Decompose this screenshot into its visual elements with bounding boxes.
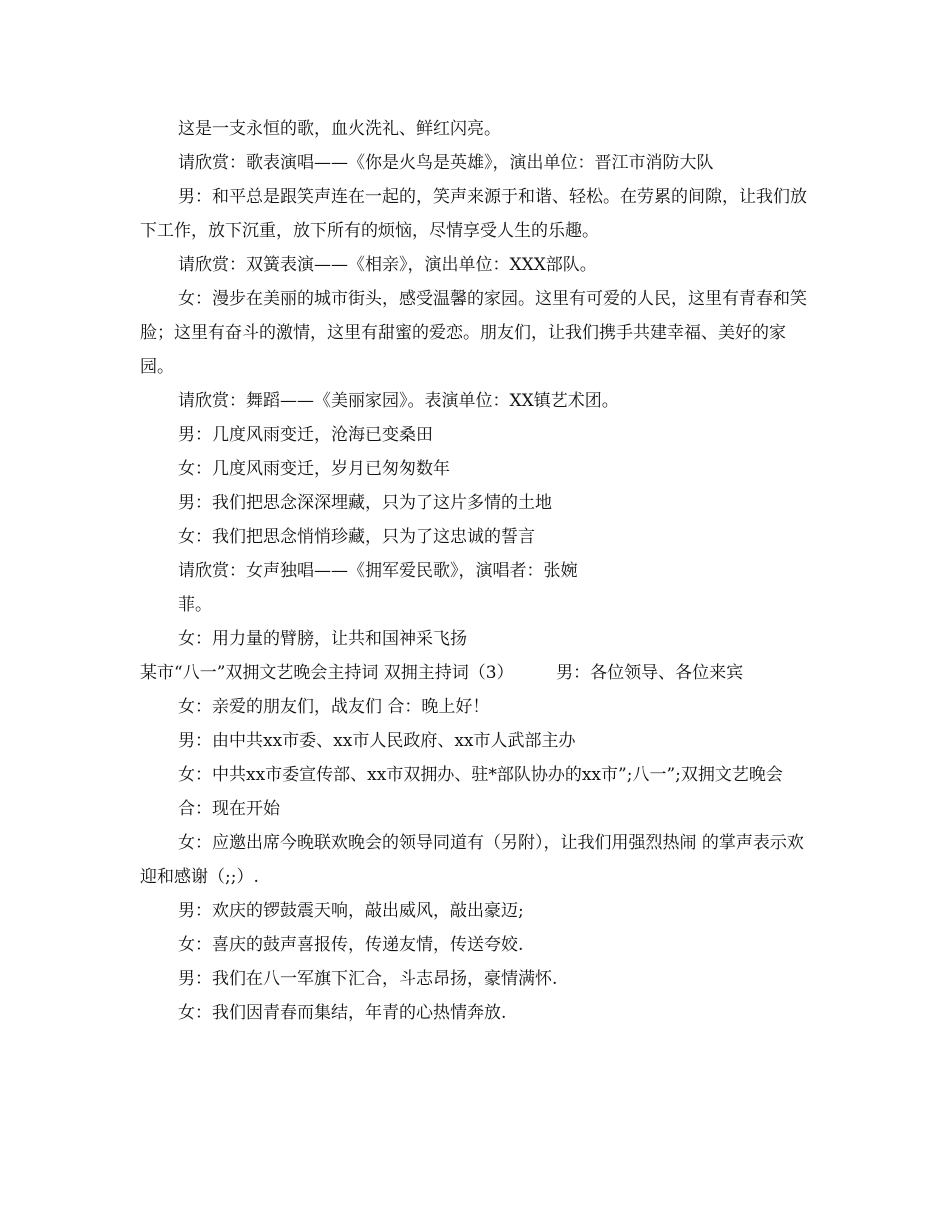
paragraph-11: 请欣赏：女声独唱——《拥军爱民歌》，演唱者：张婉 (178, 561, 578, 581)
paragraph-1: 这是一支永恒的歌，血火洗礼、鲜红闪亮。 (178, 119, 501, 139)
document-body (140, 112, 815, 1030)
paragraph-23: 女：我们因青春而集结，年青的心热情奔放. (178, 1003, 507, 1023)
paragraph-7: 男：几度风雨变迁，沧海已变桑田 (178, 425, 433, 445)
paragraph-17: 女：中共xx市委宣传部、xx市双拥办、驻*部队协办的xx市”;八一”;双拥文艺晚会 (178, 765, 783, 785)
paragraph-12: 菲。 (178, 595, 212, 615)
paragraph-5: 女：漫步在美丽的城市街头，感受温馨的家园。这里有可爱的人民，这里有青春和笑脸；这里有奋斗的激情，这里有甜蜜的爱恋。朋友们，让我们携手共建幸福、美好的家园。 (140, 289, 807, 377)
paragraph-4: 请欣赏：双簧表演——《相亲》，演出单位：XXX部队。 (178, 255, 597, 275)
paragraph-18: 合：现在开始 (178, 799, 280, 819)
paragraph-3: 男：和平总是跟笑声连在一起的，笑声来源于和谐、轻松。在劳累的间隙，让我们放下工作，放下沉重，放下所有的烦恼，尽情享受人生的乐趣。 (140, 187, 807, 241)
paragraph-10: 女：我们把思念悄悄珍藏，只为了这忠诚的誓言 (178, 527, 535, 547)
paragraph-21: 女：喜庆的鼓声喜报传，传递友情，传送夸姣. (178, 935, 524, 955)
paragraph-8: 女：几度风雨变迁，岁月已匆匆数年 (178, 459, 450, 479)
paragraph-19: 女：应邀出席今晚联欢晚会的领导同道有（另附），让我们用强烈热闹 的掌声表示欢迎和感谢（;;）. (140, 833, 804, 887)
paragraph-6: 请欣赏：舞蹈——《美丽家园》。表演单位：XX镇艺术团。 (178, 391, 619, 411)
paragraph-22: 男：我们在八一军旗下汇合，斗志昂扬，豪情满怀. (178, 969, 558, 989)
paragraph-15: 女：亲爱的朋友们，战友们 合：晚上好！ (178, 697, 490, 717)
paragraph-20: 男：欢庆的锣鼓震天响，敲出威风，敲出豪迈; (178, 901, 524, 921)
paragraph-13: 女：用力量的臂膀，让共和国神采飞扬 (178, 629, 467, 649)
paragraph-9: 男：我们把思念深深埋藏，只为了这片多情的土地 (178, 493, 552, 513)
paragraph-16: 男：由中共xx市委、xx市人民政府、xx市人武部主办 (178, 731, 576, 751)
section-heading-line: 某市“八一”双拥文艺晚会主持词 双拥主持词（3） 男：各位领导、各位来宾 (140, 663, 744, 683)
paragraph-2: 请欣赏：歌表演唱——《你是火鸟是英雄》，演出单位：晋江市消防大队 (178, 153, 714, 173)
